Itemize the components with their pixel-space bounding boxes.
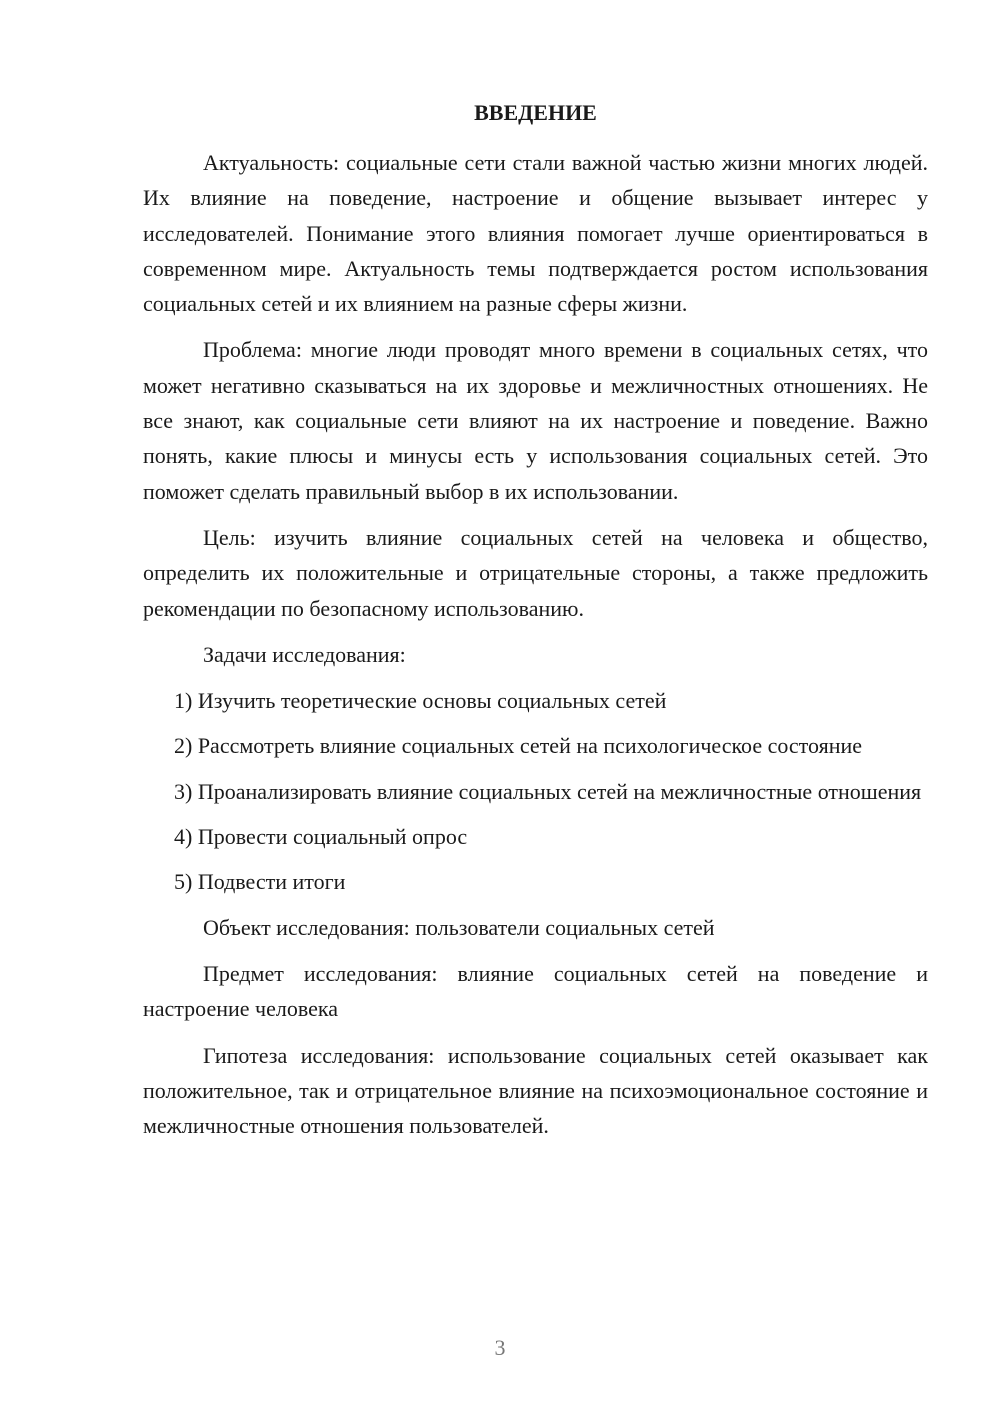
task-item: 3) Проанализировать влияние социальных сетей на межличностные отношения (174, 778, 922, 804)
task-item: 4) Провести социальный опрос (174, 824, 468, 850)
task-item: 1) Изучить теоретические основы социальных сетей (174, 688, 667, 714)
document-page (143, 95, 928, 1154)
subject-paragraph: Предмет исследования: влияние социальных сетей на поведение и настроение человека (143, 960, 928, 1022)
hypothesis-paragraph: Гипотеза исследования: использование социальных сетей оказывает как положительное, так и отрицательное влияние на психоэмоциональное состояние и межличностные отношения пользователей. (143, 1042, 928, 1139)
page-number: 3 (494, 1335, 506, 1360)
problem-paragraph: Проблема: многие люди проводят много времени в социальных сетях, что может негативно сказываться на их здоровье и межличностных отношениях. Не все знают, как социальные сети влияют на их настроение и поведение. Важно понять, какие плюсы и минусы есть у использования социальных сетей. Это поможет сделать правильный выбор в их использовании. (143, 337, 928, 504)
relevance-paragraph: Актуальность: социальные сети стали важной частью жизни многих людей. Их влияние на поведение, настроение и общение вызывает интерес у исследователей. Понимание этого влияния помогает лучше ориентироваться в современном мире. Актуальность темы подтверждается ростом использования социальных сетей и их влиянием на разные сферы жизни. (143, 150, 928, 317)
goal-paragraph: Цель: изучить влияние социальных сетей на человека и общество, определить их положительные и отрицательные стороны, а также предложить рекомендации по безопасному использованию. (143, 524, 928, 621)
object-paragraph: Объект исследования: пользователи социальных сетей (203, 914, 715, 940)
task-item: 2) Рассмотреть влияние социальных сетей на психологическое состояние (174, 733, 863, 759)
tasks-heading: Задачи исследования: (203, 641, 406, 667)
task-item: 5) Подвести итоги (174, 869, 346, 895)
page-title: ВВЕДЕНИЕ (474, 100, 597, 125)
